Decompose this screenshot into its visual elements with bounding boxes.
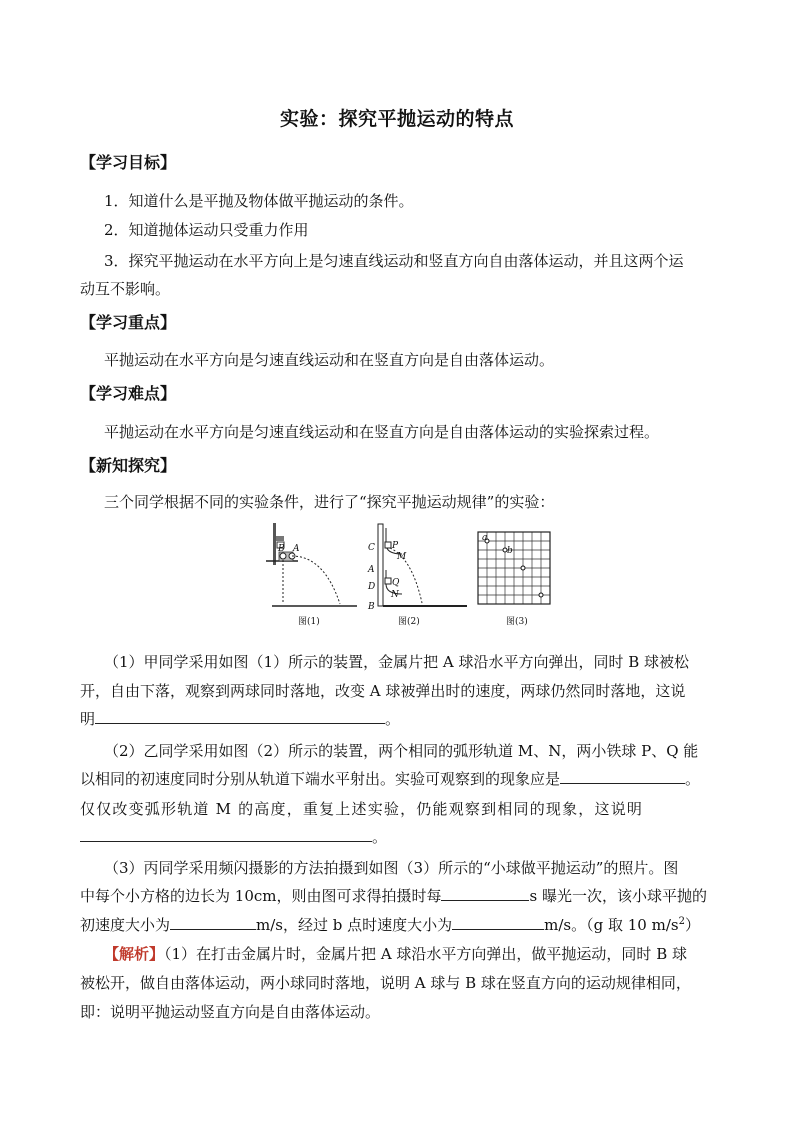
q3-line3-p2: m/s，经过 b 点时速度大小为 [256, 916, 453, 934]
q2-line1: （2）乙同学采用如图（2）所示的装置，两个相同的弧形轨道 M、N，两小铁球 P、Q 能 [104, 742, 699, 760]
fig3-label-b: b [507, 546, 513, 556]
figure-2 [367, 524, 467, 627]
q3-initial-speed-blank[interactable] [170, 915, 256, 930]
fig2-label-p: P [392, 541, 399, 551]
fig2-label-a: A [368, 565, 375, 575]
page-title: 实验：探究平抛运动的特点 [279, 108, 514, 130]
q1-line3-suffix: 。 [385, 710, 401, 728]
fig2-label-d: D [368, 582, 376, 592]
q3-interval-blank[interactable] [441, 886, 529, 901]
analysis-label: 【解析】 [104, 945, 165, 963]
goal-3-line1: 3．探究平抛运动在水平方向上是匀速直线运动和竖直方向自由落体运动，并且这两个运 [104, 252, 684, 270]
fig2-label-m: M [397, 552, 407, 562]
explore-heading: 【新知探究】 [80, 456, 177, 475]
figure-1 [266, 523, 357, 627]
goal-1: 1．知道什么是平抛及物体做平抛运动的条件。 [104, 192, 414, 210]
q3-line2-suffix: s 曝光一次，该小球平抛的 [529, 887, 707, 905]
q1-line1: （1）甲同学采用如图（1）所示的装置，金属片把 A 球沿水平方向弹出，同时 B 球被松 [104, 653, 690, 671]
fig3-caption: 图(3) [506, 617, 528, 627]
difficult-heading: 【学习难点】 [80, 384, 177, 403]
analysis-line1: （1）在打击金属片时，金属片把 A 球沿水平方向弹出，做平抛运动，同时 B 球 [164, 945, 687, 963]
analysis-line2: 被松开，做自由落体运动，两小球同时落地，说明 A 球与 B 球在竖直方向的运动规律相同， [80, 974, 691, 992]
q2-line4-suffix: 。 [372, 828, 388, 846]
q3-line3-p1: 初速度大小为 [80, 916, 171, 934]
fig2-caption: 图(2) [398, 617, 420, 627]
q3-line3-p4: ） [684, 916, 700, 934]
experiment-figures [262, 518, 552, 630]
fig3-label-a: a [482, 533, 488, 543]
goal-3-line2: 动互不影响。 [80, 280, 171, 298]
q3-line3-sup: 2 [678, 916, 685, 927]
fig2-label-c: C [368, 543, 375, 553]
q3-line1: （3）丙同学采用频闪摄影的方法拍摄到如图（3）所示的“小球做平抛运动”的照片。图 [104, 859, 679, 877]
goal-2: 2．知道抛体运动只受重力作用 [104, 221, 309, 239]
q2-phenomenon-blank[interactable] [560, 769, 685, 784]
goals-heading: 【学习目标】 [80, 153, 177, 172]
intro-text: 三个同学根据不同的实验条件，进行了“探究平抛运动规律”的实验： [104, 493, 555, 511]
difficult-text: 平抛运动在水平方向是匀速直线运动和在竖直方向是自由落体运动的实验探索过程。 [104, 423, 660, 441]
q3-line2-prefix: 中每个小方格的边长为 10cm，则由图可求得拍摄时每 [80, 887, 442, 905]
q1-line3-prefix: 明 [80, 710, 96, 728]
key-text: 平抛运动在水平方向是匀速直线运动和在竖直方向是自由落体运动。 [104, 351, 555, 369]
fig1-caption: 图(1) [298, 617, 320, 627]
fig2-label-b: B [368, 602, 375, 612]
q1-answer-blank[interactable] [95, 709, 385, 724]
fig1-label-a: A [293, 544, 300, 554]
figure-3 [478, 532, 550, 627]
q2-conclusion-blank[interactable] [80, 827, 372, 842]
q2-line2-prefix: 以相同的初速度同时分别从轨道下端水平射出。实验可观察到的现象应是 [80, 770, 561, 788]
q3-b-speed-blank[interactable] [452, 915, 544, 930]
analysis-line3: 即：说明平抛运动竖直方向是自由落体运动。 [80, 1003, 381, 1021]
fig2-label-q: Q [392, 578, 400, 588]
q2-line3: 仅仅改变弧形轨道 M 的高度，重复上述实验，仍能观察到相同的现象，这说明 [80, 800, 644, 818]
key-heading: 【学习重点】 [80, 313, 177, 332]
fig2-label-n: N [391, 590, 399, 600]
q1-line2: 开，自由下落，观察到两球同时落地，改变 A 球被弹出时的速度，两球仍然同时落地，这说 [80, 682, 686, 700]
fig1-label-b: B [278, 544, 285, 554]
q2-line2-suffix: 。 [685, 770, 701, 788]
q3-line3-p3: m/s。（g 取 10 m/s [544, 916, 679, 934]
